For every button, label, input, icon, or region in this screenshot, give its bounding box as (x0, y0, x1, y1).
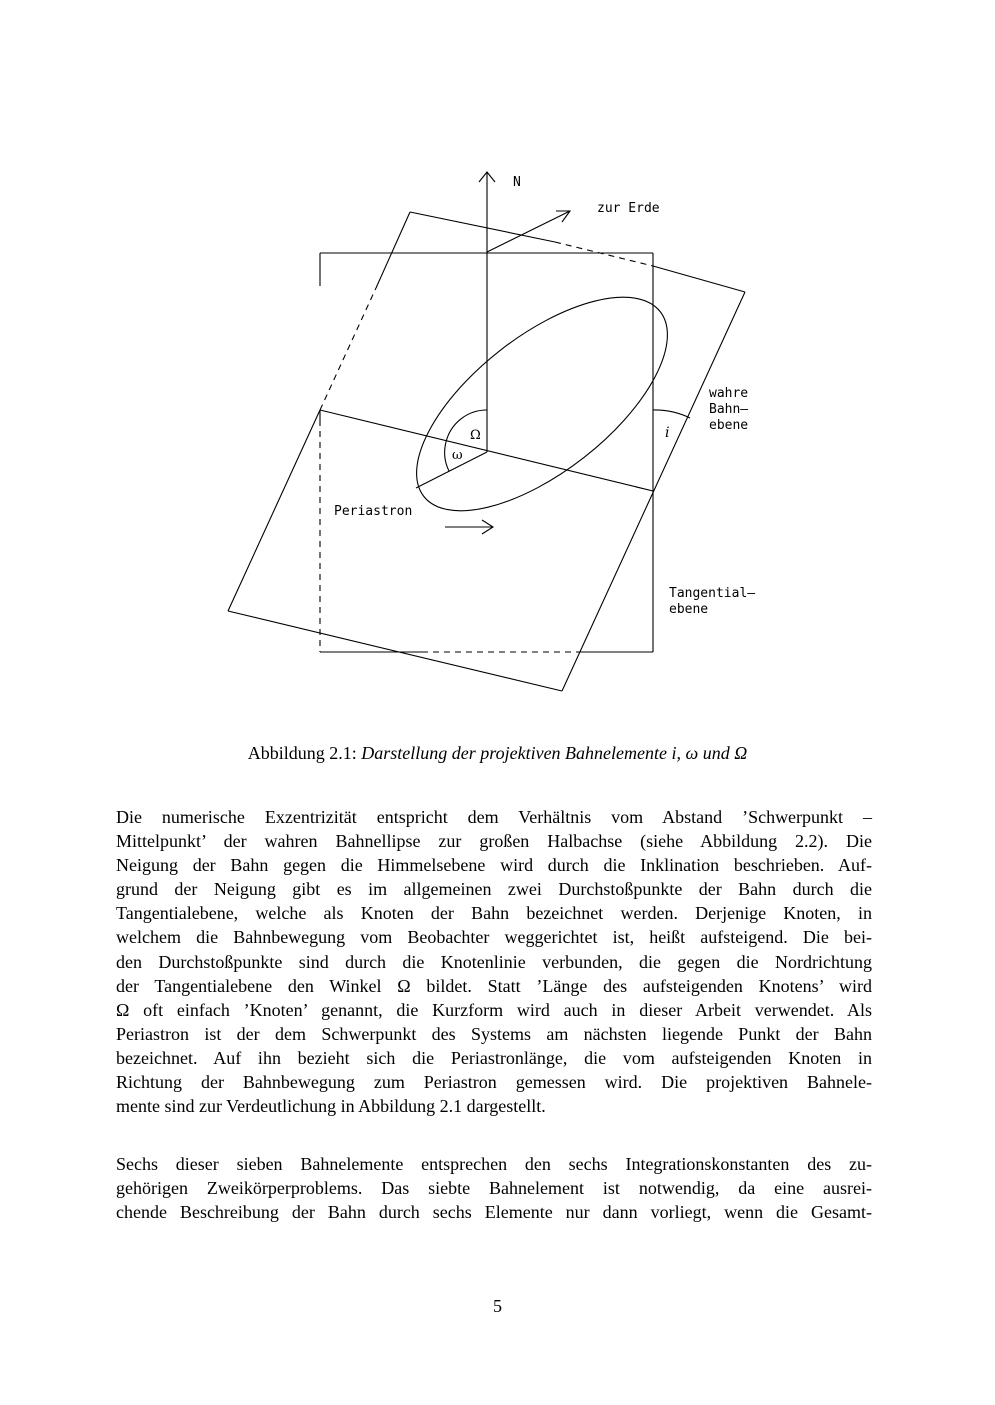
caption-text: Darstellung der projektiven Bahnelemente i, ω und Ω (361, 743, 748, 763)
paragraph-line: Sechs dieser sieben Bahnelemente entsprechen den sechs Integrationskonstanten des zu- (116, 1154, 872, 1174)
page-number: 5 (493, 1296, 502, 1316)
caption-prefix: Abbildung 2.1: (247, 743, 357, 763)
earth-label: zur Erde (597, 201, 660, 216)
tangent-plane-label-2: ebene (669, 602, 709, 617)
orbit-plane-label-2: Bahn– (709, 402, 749, 417)
orbit-plane-label-1: wahre (709, 386, 749, 401)
paragraph-line: der Tangentialebene den Winkel Ω bildet. Statt ’Länge des aufsteigenden Knotens’ wird (116, 975, 872, 996)
paragraph-line: welchem die Bahnbewegung vom Beobachter weggerichtet ist, heißt aufsteigend. Die bei- (116, 927, 872, 948)
north-label: N (513, 175, 521, 190)
orbit-plane-edge-top-solid (410, 212, 555, 242)
paragraph-line: Periastron ist der dem Schwerpunkt des Systems am nächsten liegende Punkt der Bahn (116, 1023, 872, 1044)
paragraph-line: mente sind zur Verdeutlichung in Abbildung 2.1 dargestellt. (116, 1096, 546, 1117)
paragraph-line: den Durchstoßpunkte sind durch die Knotenlinie verbunden, die gegen die Nordrichtung (116, 951, 872, 972)
paragraph-line: chende Beschreibung der Bahn durch sechs Elemente nur dann vorliegt, wenn die Gesamt- (116, 1202, 872, 1223)
inclination-arc (653, 410, 690, 418)
paragraph-line: Die numerische Exzentrizität entspricht dem Verhältnis vom Abstand ’Schwerpunkt – (116, 807, 872, 827)
periastron-angle-label: ω (452, 448, 463, 463)
orbit-plane-edge-left-lower (228, 410, 320, 611)
paragraph-line: Richtung der Bahnbewegung zum Periastron gemessen wird. Die projektiven Bahnele- (116, 1072, 872, 1093)
omega-node-arc (446, 410, 487, 442)
node-angle-label: Ω (470, 428, 481, 443)
paragraph-line: gehörigen Zweikörperproblems. Das siebte Bahnelement ist notwendig, da eine ausrei- (116, 1178, 872, 1199)
inclination-label: i (665, 425, 670, 441)
orbit-plane-edge-top-dashed (555, 242, 653, 266)
orbit-plane-label-3: ebene (709, 418, 749, 433)
orbit-plane-edge-left-dashed (320, 288, 376, 410)
paragraph-1 (116, 805, 872, 1118)
orbit-plane-edge-bottom (228, 611, 562, 691)
earth-direction-line (487, 211, 570, 252)
orbit-plane-edge-top-right (653, 266, 745, 292)
omega-periastron-arc (445, 442, 449, 471)
paragraph-line: Ω oft einfach ’Knoten’ genannt, die Kurzform wird auch in dieser Arbeit verwendet. Als (116, 999, 872, 1020)
tangent-plane-label-1: Tangential– (669, 586, 756, 601)
paragraph-line: Tangentialebene, welche als Knoten der Bahn bezeichnet werden. Derjenige Knoten, in (116, 903, 872, 924)
paragraph-line: bezeichnet. Auf ihn bezieht sich die Periastronlänge, die vom aufsteigenden Knoten in (116, 1047, 872, 1068)
paragraph-line: Neigung der Bahn gegen die Himmelsebene wird durch die Inklination beschrieben. Auf- (116, 855, 872, 876)
paragraph-line: grund der Neigung gibt es im allgemeinen zwei Durchstoßpunkte der Bahn durch die (116, 879, 872, 900)
orbit-ellipse (382, 258, 702, 550)
periastron-label: Periastron (334, 504, 413, 519)
paragraph-2 (116, 1152, 872, 1224)
orbit-plane-edge-left-upper (376, 212, 410, 288)
paragraph-line: Mittelpunkt’ der wahren Bahnellipse zur großen Halbachse (siehe Abbildung 2.2). Die (116, 831, 872, 852)
figure-caption (0, 743, 995, 764)
